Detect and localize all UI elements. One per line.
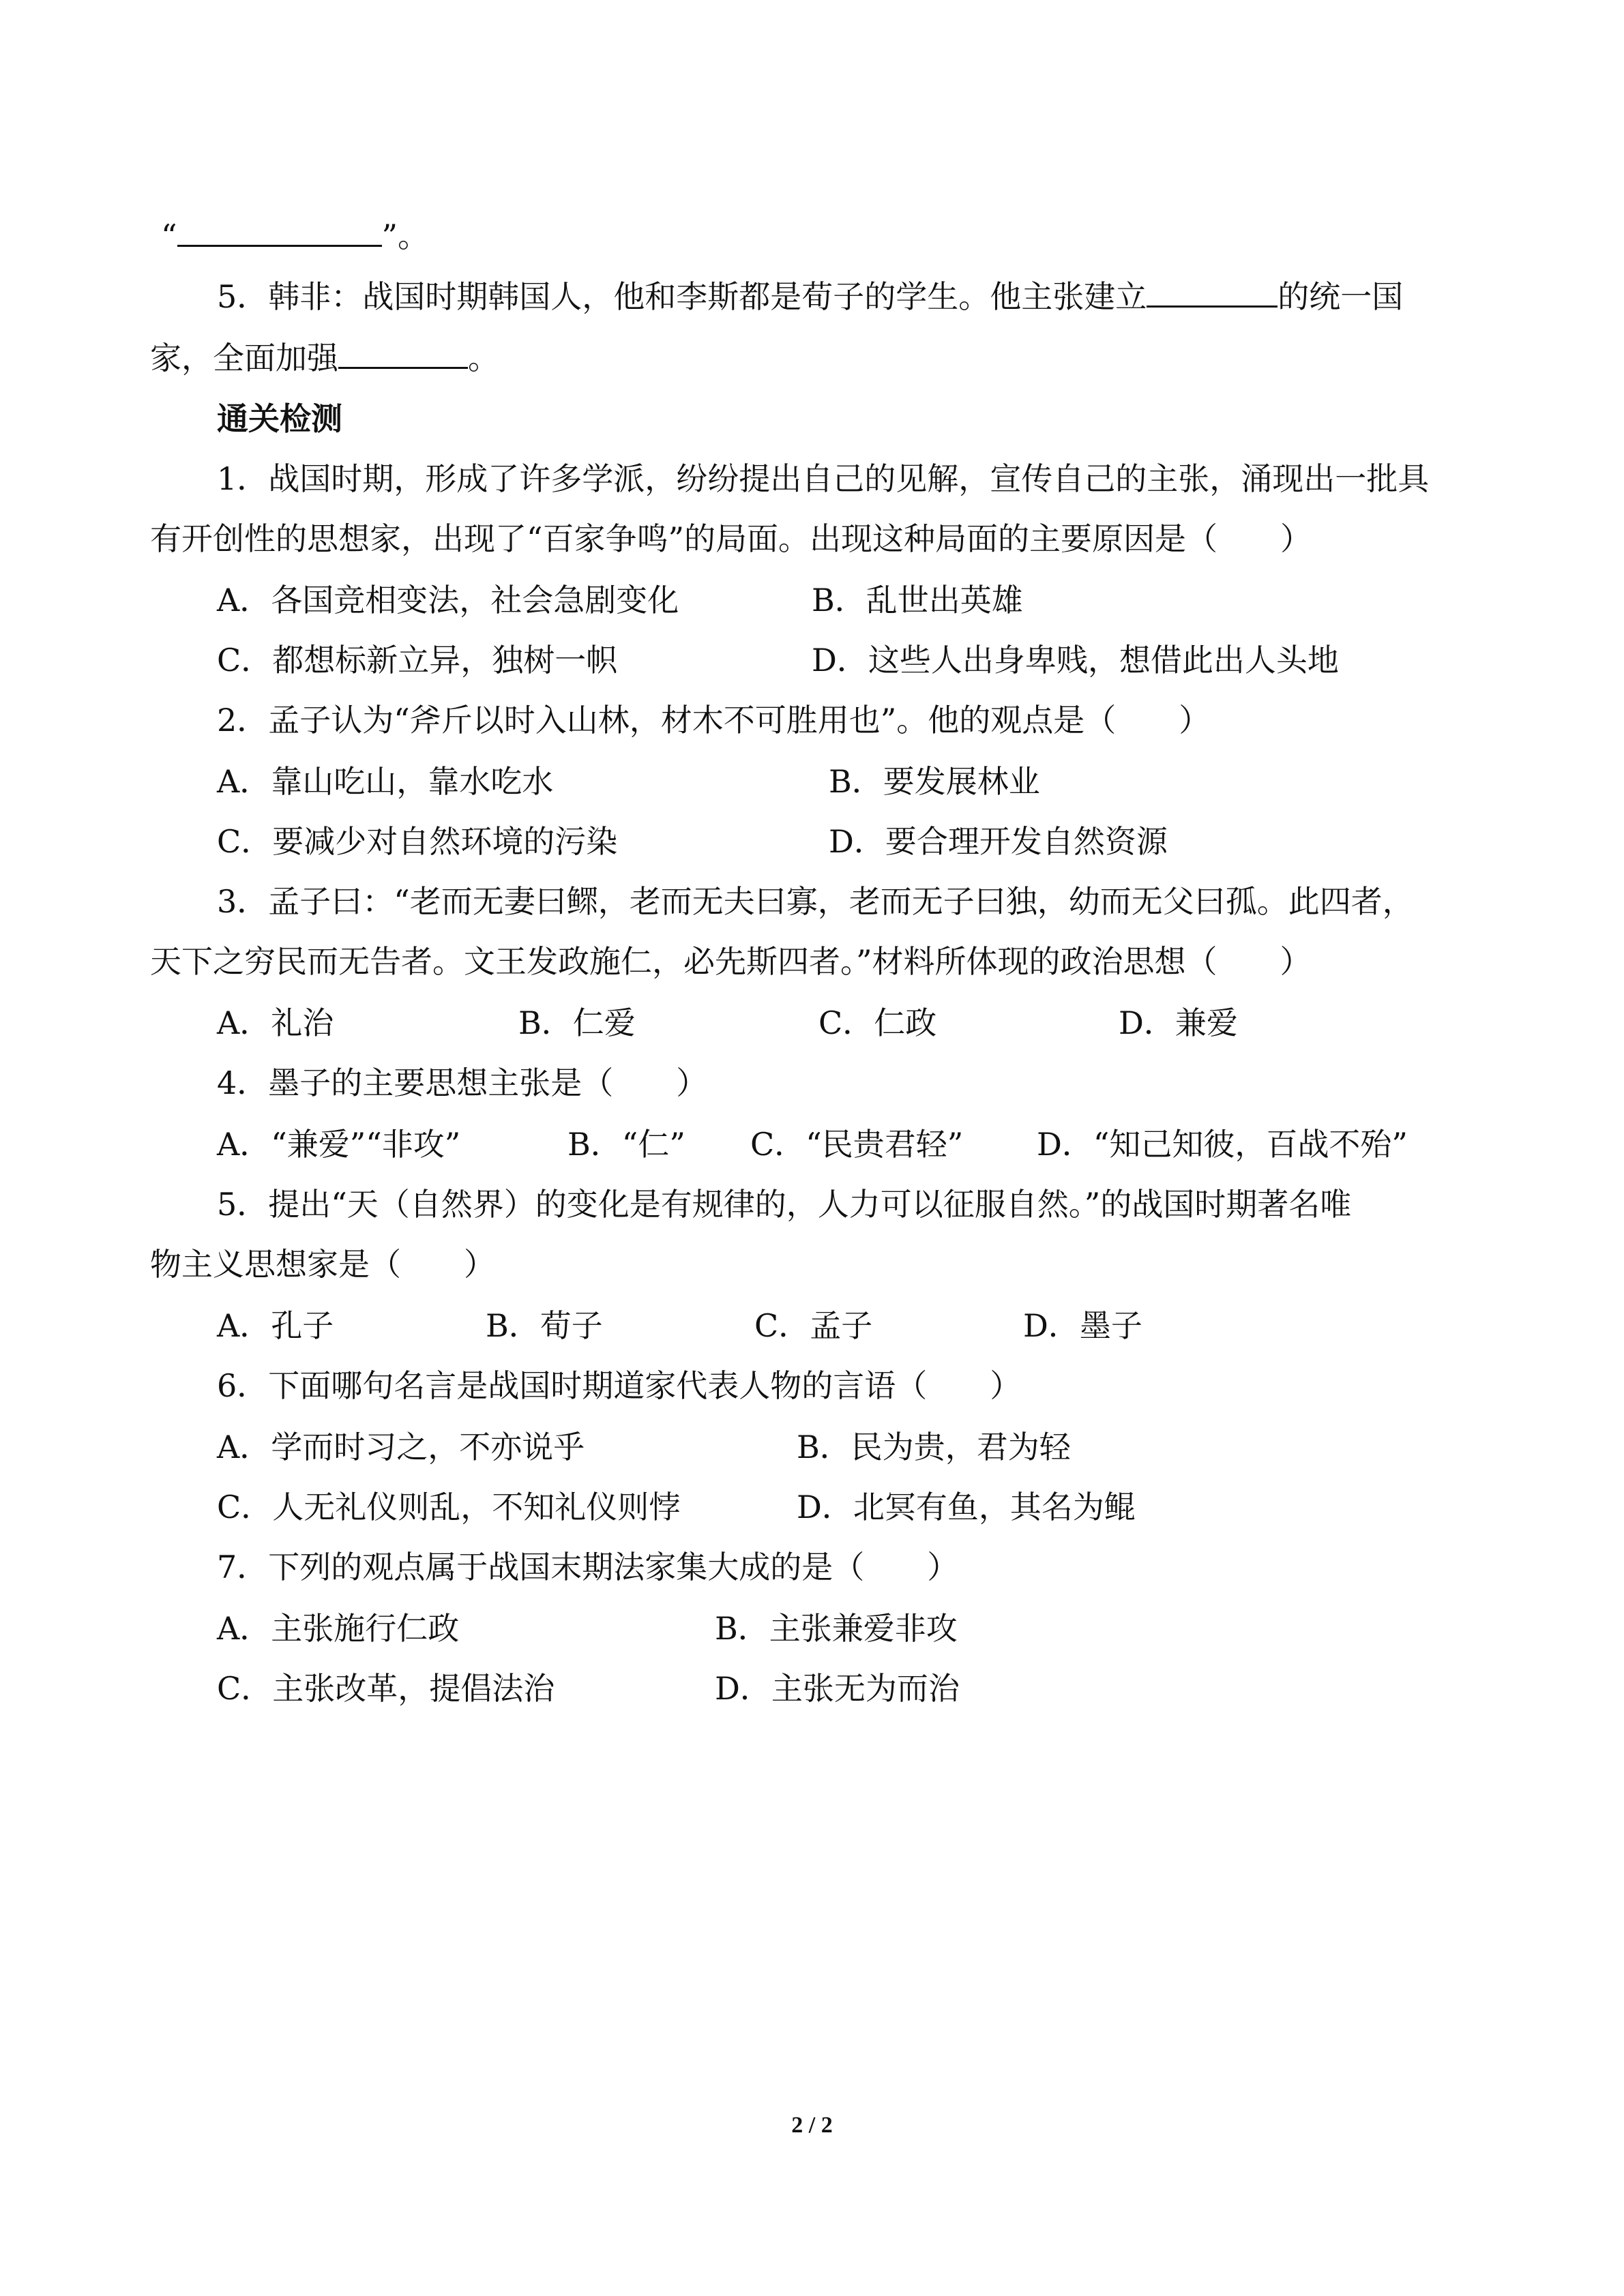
q5-review-line1 <box>217 275 1403 317</box>
question-2-line1: 2．孟子认为“斧斤以时入山林，材木不可胜用也”。他的观点是（ ） <box>217 702 1211 739</box>
q5-review-line2 <box>150 337 499 378</box>
q1-option-b[interactable]: B．乱世出英雄 <box>812 582 1023 618</box>
question-3-line2: 天下之穷民而无告者。文王发政施仁，必先斯四者。”材料所体现的政治思想（ ） <box>150 943 1312 980</box>
blank-line[interactable] <box>338 337 468 369</box>
question-5-line1: 5．提出“天（自然界）的变化是有规律的，人力可以征服自然。”的战国时期著名唯 <box>217 1186 1352 1223</box>
q2-option-d[interactable]: D．要合理开发自然资源 <box>829 823 1168 860</box>
question-1-line1: 1．战国时期，形成了许多学派，纷纷提出自己的见解，宣传自己的主张，涌现出一批具 <box>217 460 1430 497</box>
q2-option-c[interactable]: C．要减少对自然环境的污染 <box>217 823 618 860</box>
q6-option-b[interactable]: B．民为贵，君为轻 <box>797 1429 1071 1465</box>
section-title: 通关检测 <box>217 400 342 437</box>
q4-tail-line <box>161 215 429 256</box>
q5-option-a[interactable]: A．孔子 <box>217 1307 334 1344</box>
q6-option-a[interactable]: A．学而时习之，不亦说乎 <box>217 1429 585 1465</box>
q3-option-d[interactable]: D．兼爱 <box>1119 1004 1238 1041</box>
q3-option-c[interactable]: C．仁政 <box>818 1004 937 1041</box>
q2-option-a[interactable]: A．靠山吃山，靠水吃水 <box>217 763 554 800</box>
q6-option-d[interactable]: D．北冥有鱼，其名为鲲 <box>797 1489 1136 1525</box>
question-5-line2: 物主义思想家是（ ） <box>150 1246 495 1283</box>
q1-option-c[interactable]: C．都想标新立异，独树一帜 <box>217 642 618 679</box>
q7-option-c[interactable]: C．主张改革，提倡法治 <box>217 1670 555 1707</box>
q4-option-b[interactable]: B．“仁” <box>567 1126 685 1163</box>
question-3-line1: 3．孟子曰：“老而无妻曰鳏，老而无夫曰寡，老而无子曰独，幼而无父曰孤。此四者， <box>217 883 1414 920</box>
q3-option-a[interactable]: A．礼治 <box>217 1004 334 1041</box>
open-quote: “ <box>161 218 177 254</box>
q4-option-d[interactable]: D．“知己知彼，百战不殆” <box>1037 1126 1408 1163</box>
question-6-line1: 6．下面哪句名言是战国时期道家代表人物的言语（ ） <box>217 1367 1022 1404</box>
q1-option-a[interactable]: A．各国竞相变法，社会急剧变化 <box>217 582 679 618</box>
blank-line[interactable] <box>177 215 382 247</box>
question-1-line2: 有开创性的思想家，出现了“百家争鸣”的局面。出现这种局面的主要原因是（ ） <box>150 520 1312 557</box>
q1-option-d[interactable]: D．这些人出身卑贱，想借此出人头地 <box>812 642 1339 679</box>
q5-text-mid: 的统一国 <box>1278 278 1404 315</box>
blank-line[interactable] <box>1147 275 1278 308</box>
q5-option-c[interactable]: C．孟子 <box>754 1307 873 1344</box>
question-4-line1: 4．墨子的主要思想主张是（ ） <box>217 1064 708 1101</box>
question-7-line1: 7．下列的观点属于战国末期法家集大成的是（ ） <box>217 1549 959 1585</box>
close-quote: ”。 <box>381 218 430 254</box>
q2-option-b[interactable]: B．要发展林业 <box>829 763 1040 800</box>
q5-option-b[interactable]: B．荀子 <box>486 1307 603 1344</box>
q6-option-c[interactable]: C．人无礼仪则乱，不知礼仪则悖 <box>217 1489 681 1525</box>
q5-text: 5．韩非：战国时期韩国人，他和李斯都是荀子的学生。他主张建立 <box>217 278 1147 315</box>
q4-option-a[interactable]: A．“兼爱”“非攻” <box>217 1126 461 1163</box>
q5-text-line2: 家，全面加强 <box>150 340 338 376</box>
q5-period: 。 <box>468 340 499 376</box>
q3-option-b[interactable]: B．仁爱 <box>518 1004 636 1041</box>
q5-option-d[interactable]: D．墨子 <box>1023 1307 1142 1344</box>
q7-option-b[interactable]: B．主张兼爱非攻 <box>715 1610 958 1647</box>
q7-option-a[interactable]: A．主张施行仁政 <box>217 1610 460 1647</box>
q4-option-c[interactable]: C．“民贵君轻” <box>750 1126 964 1163</box>
page-number: 2 / 2 <box>791 2113 833 2138</box>
q7-option-d[interactable]: D．主张无为而治 <box>715 1670 960 1707</box>
